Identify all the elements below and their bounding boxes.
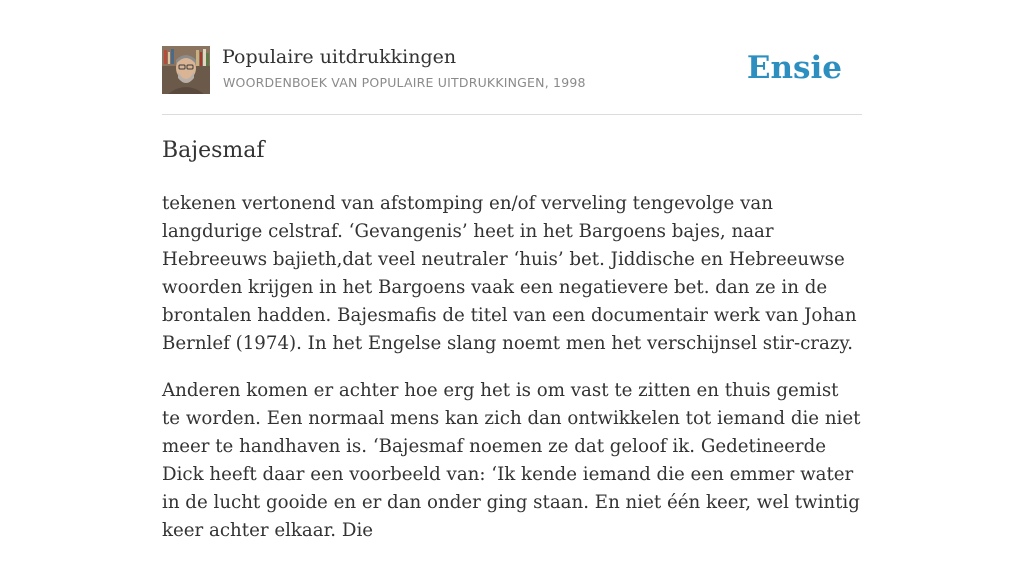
source-header — [162, 46, 862, 115]
source-subtitle: WOORDENBOEK VAN POPULAIRE UITDRUKKINGEN, 1998 — [223, 75, 586, 90]
source-title[interactable]: Populaire uitdrukkingen — [222, 46, 457, 68]
entry-paragraph: tekenen vertonend van afstomping en/of verveling tengevolge van langdurige celstraf. ‘Gevangenis’ heet in het Bargoens bajes, naar Hebreeuws bajieth,dat veel neutraler ‘huis’ bet. Jiddische en Hebreeuwse woorden krijgen in het Bargoens vaak een negatievere bet. dan ze in de brontalen hadden. Bajesmafis de titel van een documentair werk van Johan Bernlef (1974). In het Engelse slang noemt men het verschijnsel stir-crazy. — [162, 193, 857, 354]
entry-headword: Bajesmaf — [162, 138, 265, 163]
author-avatar[interactable] — [162, 46, 210, 94]
entry-body — [162, 190, 862, 564]
ensie-logo-link[interactable]: Ensie — [746, 50, 842, 86]
entry-paragraph: Anderen komen er achter hoe erg het is om vast te zitten en thuis gemist te worden. Een normaal mens kan zich dan ontwikkelen tot iemand die niet meer te handhaven is. ‘Bajesmaf noemen ze dat geloof ik. Gedetineerde Dick heeft daar een voorbeeld van: ‘Ik kende iemand die een emmer water in de lucht gooide en er dan onder ging staan. En niet één keer, wel twintig keer achter elkaar. Die — [162, 380, 861, 541]
author-photo — [162, 46, 210, 94]
